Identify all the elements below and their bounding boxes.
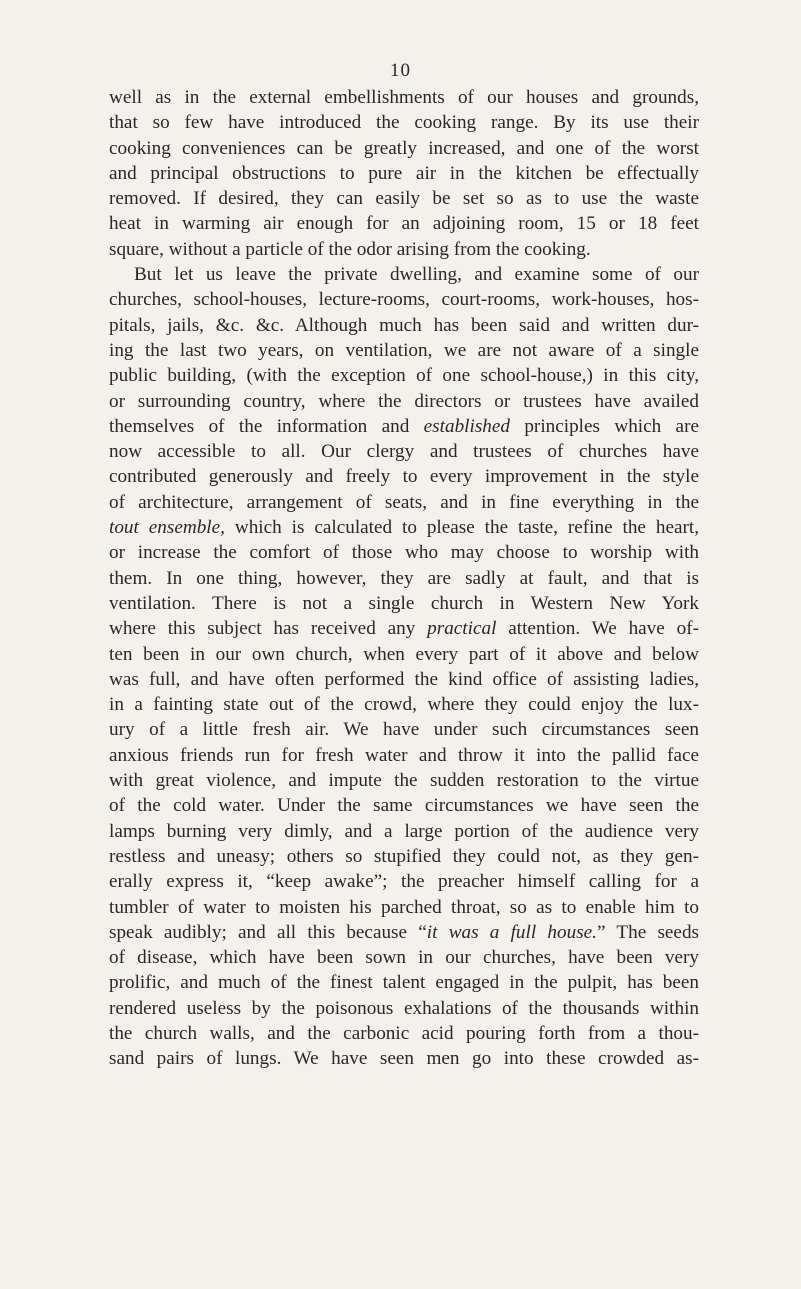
text-run: of the cold water. Under the same circumstances we have seen the: [109, 795, 699, 817]
text-line: [109, 996, 699, 1021]
text-run: with great violence, and impute the sudden restoration to the virtue: [109, 770, 699, 792]
text-line: [109, 844, 699, 869]
text-run: of architecture, arrangement of seats, and in fine everything in the: [109, 491, 699, 513]
text-line: [109, 591, 699, 616]
text-line: [109, 464, 699, 489]
text-line: [109, 717, 699, 742]
text-line: [109, 414, 699, 439]
text-run: ten been in our own church, when every part of it above and below: [109, 643, 699, 665]
text-run: ” The seeds: [596, 921, 700, 943]
text-line: [109, 389, 699, 414]
text-run: pitals, jails, &c. &c. Although much has been said and written dur-: [109, 314, 699, 336]
text-line: [109, 1046, 699, 1071]
text-line: [109, 161, 699, 186]
text-run: cooking conveniences can be greatly increased, and one of the worst: [109, 137, 699, 159]
text-line: [109, 793, 699, 818]
text-run: tumbler of water to moisten his parched throat, so as to enable him to: [109, 896, 699, 918]
text-run: ventilation. There is not a single church in Western New York: [109, 592, 699, 614]
text-run: or surrounding country, where the directors or trustees have availed: [109, 390, 699, 412]
text-line: [109, 262, 699, 287]
text-run: where this subject has received any: [109, 618, 428, 640]
text-line: [109, 85, 699, 110]
text-line: [109, 363, 699, 388]
text-run: ing the last two years, on ventilation, we are not aware of a single: [109, 339, 699, 361]
text-line: [109, 692, 699, 717]
text-line: [109, 743, 699, 768]
text-run: lamps burning very dimly, and a large portion of the audience very: [109, 820, 699, 842]
italic-text: practical: [427, 618, 497, 640]
text-run: rendered useless by the poisonous exhalations of the thousands within: [109, 997, 699, 1019]
text-run: contributed generously and freely to every improvement in the style: [109, 466, 699, 488]
text-line: [109, 338, 699, 363]
text-line: [109, 515, 699, 540]
text-line: [109, 895, 699, 920]
text-line: [109, 287, 699, 312]
text-run: of disease, which have been sown in our churches, have been very: [109, 947, 699, 969]
text-run: was full, and have often performed the kind office of assisting ladies,: [109, 668, 699, 690]
text-run: public building, (with the exception of one school-house,) in this city,: [109, 365, 699, 387]
body-text: [109, 85, 699, 1072]
text-line: [109, 920, 699, 945]
page-number: 10: [390, 60, 411, 81]
text-line: [109, 110, 699, 135]
text-run: which is calculated to please the taste, refine the heart,: [224, 517, 699, 539]
text-run: speak audibly; and all this because “: [109, 921, 427, 943]
text-run: anxious friends run for fresh water and throw it into the pallid face: [109, 744, 699, 766]
text-line: [109, 945, 699, 970]
text-run: restless and uneasy; others so stupified they could not, as they gen-: [109, 845, 699, 867]
text-line: [109, 616, 699, 641]
text-run: or increase the comfort of those who may choose to worship with: [109, 542, 699, 564]
text-run: prolific, and much of the finest talent engaged in the pulpit, has been: [109, 972, 699, 994]
text-line: [109, 490, 699, 515]
text-line: [109, 819, 699, 844]
text-line: [109, 313, 699, 338]
text-line: [109, 970, 699, 995]
text-line: [109, 237, 699, 262]
text-run: and principal obstructions to pure air in the kitchen be effectually: [109, 162, 699, 184]
text-line: [109, 186, 699, 211]
text-run: principles which are: [510, 415, 699, 437]
text-run: themselves of the information and: [109, 415, 424, 437]
text-run: square, without a particle of the odor arising from the cooking.: [109, 238, 591, 260]
text-line: [109, 211, 699, 236]
text-run: now accessible to all. Our clergy and trustees of churches have: [109, 441, 699, 463]
text-run: heat in warming air enough for an adjoining room, 15 or 18 feet: [109, 213, 699, 235]
text-run: removed. If desired, they can easily be set so as to use the waste: [109, 188, 699, 210]
text-run: attention. We have of-: [496, 618, 699, 640]
text-line: [109, 768, 699, 793]
text-run: erally express it, “keep awake”; the preacher himself calling for a: [109, 871, 699, 893]
text-line: [109, 869, 699, 894]
text-run: sand pairs of lungs. We have seen men go into these crowded as-: [109, 1048, 699, 1070]
text-run: well as in the external embellishments of our houses and grounds,: [109, 87, 699, 108]
text-line: [109, 136, 699, 161]
text-line: [109, 642, 699, 667]
italic-text: established: [423, 415, 510, 437]
text-run: the church walls, and the carbonic acid pouring forth from a thou-: [109, 1022, 699, 1044]
italic-text: it was a full house.: [426, 921, 597, 943]
text-run: them. In one thing, however, they are sadly at fault, and that is: [109, 567, 699, 589]
text-line: [109, 566, 699, 591]
text-line: [109, 439, 699, 464]
text-line: [109, 667, 699, 692]
italic-text: tout ensemble,: [109, 517, 225, 539]
text-run: But let us leave the private dwelling, and examine some of our: [134, 264, 699, 286]
text-line: [109, 540, 699, 565]
text-run: in a fainting state out of the crowd, where they could enjoy the lux-: [109, 694, 699, 716]
text-line: [109, 1021, 699, 1046]
text-run: ury of a little fresh air. We have under such circumstances seen: [109, 719, 699, 741]
text-run: churches, school-houses, lecture-rooms, court-rooms, work-houses, hos-: [109, 289, 699, 311]
text-run: that so few have introduced the cooking range. By its use their: [109, 112, 699, 134]
